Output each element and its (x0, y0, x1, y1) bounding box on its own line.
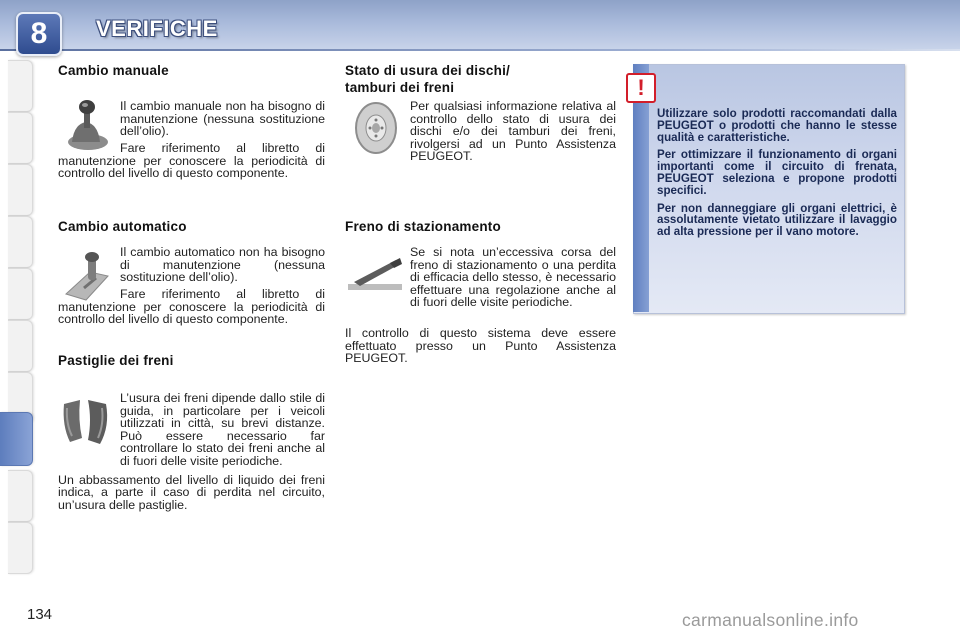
paragraph: Se si nota un’eccessiva corsa del freno di stazionamento o una perdita di efficacia dello stesso, è necessario effettuare una regolazione anche al di fuori delle visite periodiche. (410, 245, 616, 310)
section-title-line: Stato di usura dei dischi/ (345, 63, 510, 78)
paragraph: Fare riferimento al libretto di manutenzione per conoscere la periodicità di controllo del livello di questo componente. (58, 141, 325, 181)
brake-pads-text (58, 392, 325, 517)
section-title-manual-gearbox: Cambio manuale (58, 63, 169, 78)
warning-icon: ! (626, 73, 656, 103)
chapter-tab[interactable] (8, 112, 33, 164)
section-title-brake-pads: Pastiglie dei freni (58, 353, 174, 368)
section-title-line: tamburi dei freni (345, 80, 455, 95)
paragraph: Il cambio automatico non ha bisogno di manutenzione (nessuna sostituzione dell’olio). (120, 245, 325, 285)
section-title-parking-brake: Freno di stazionamento (345, 219, 501, 234)
paragraph: Per qualsiasi informazione relativa al controllo dello stato di usura dei dischi e/o dei tamburi dei freni, rivolgersi ad un Punto Assistenza PEUGEOT. (410, 99, 616, 164)
paragraph: L’usura dei freni dipende dallo stile di guida, in particolare per i veicoli utilizzati in città, su brevi distanze. Può essere necessario far controllare lo stato dei freni anche al di fuori delle visite periodiche. (120, 391, 325, 468)
automatic-gearbox-text-1 (120, 246, 325, 290)
chapter-tabs (0, 60, 40, 580)
chapter-tab[interactable] (8, 60, 33, 112)
discs-drums-text (410, 100, 616, 169)
parking-brake-text-1 (410, 246, 616, 315)
warning-text (657, 108, 897, 244)
chapter-tab[interactable] (8, 522, 33, 574)
paragraph: Fare riferimento al libretto di manutenzione per conoscere la periodicità di controllo del livello di questo componente. (58, 287, 325, 327)
paragraph: Il controllo di questo sistema deve essere effettuato presso un Punto Assistenza PEUGEOT. (345, 326, 616, 366)
chapter-tab-active[interactable] (0, 412, 33, 466)
brake-disc-icon (350, 100, 402, 156)
header-divider (0, 49, 960, 51)
watermark: carmanualsonline.info (682, 610, 859, 630)
section-title-automatic-gearbox: Cambio automatico (58, 219, 187, 234)
manual-gearbox-text-1 (120, 100, 325, 144)
warning-paragraph: Per ottimizzare il funzionamento di organi importanti come il circuito di frenata, PEUGEOT seleziona e propone prodotti specifici. (657, 148, 897, 197)
warning-paragraph: Utilizzare solo prodotti raccomandati dalla PEUGEOT o prodotti che hanno le stesse qualità e caratteristiche. (657, 107, 897, 144)
chapter-tab[interactable] (8, 268, 33, 320)
page-title: VERIFICHE (96, 16, 218, 41)
automatic-gearbox-text-2 (58, 288, 325, 332)
chapter-tab[interactable] (8, 320, 33, 372)
chapter-tab[interactable] (8, 470, 33, 522)
handbrake-lever-icon (346, 254, 404, 294)
chapter-number-badge: 8 (16, 12, 62, 56)
manual-gearbox-text-2 (58, 142, 325, 186)
parking-brake-text-2 (345, 327, 616, 371)
paragraph: Un abbassamento del livello di liquido dei freni indica, a parte il caso di perdita nel circuito, un’usura delle pastiglie. (58, 472, 325, 512)
section-title-discs-drums (345, 62, 510, 96)
chapter-tab[interactable] (8, 164, 33, 216)
chapter-tab[interactable] (8, 216, 33, 268)
paragraph: Il cambio manuale non ha bisogno di manutenzione (nessuna sostituzione dell’olio). (120, 99, 325, 139)
warning-paragraph: Per non danneggiare gli organi elettrici, è assolutamente vietato utilizzare il lavaggio ad alta pressione per il vano motore. (657, 201, 897, 239)
page-number: 134 (27, 606, 53, 623)
